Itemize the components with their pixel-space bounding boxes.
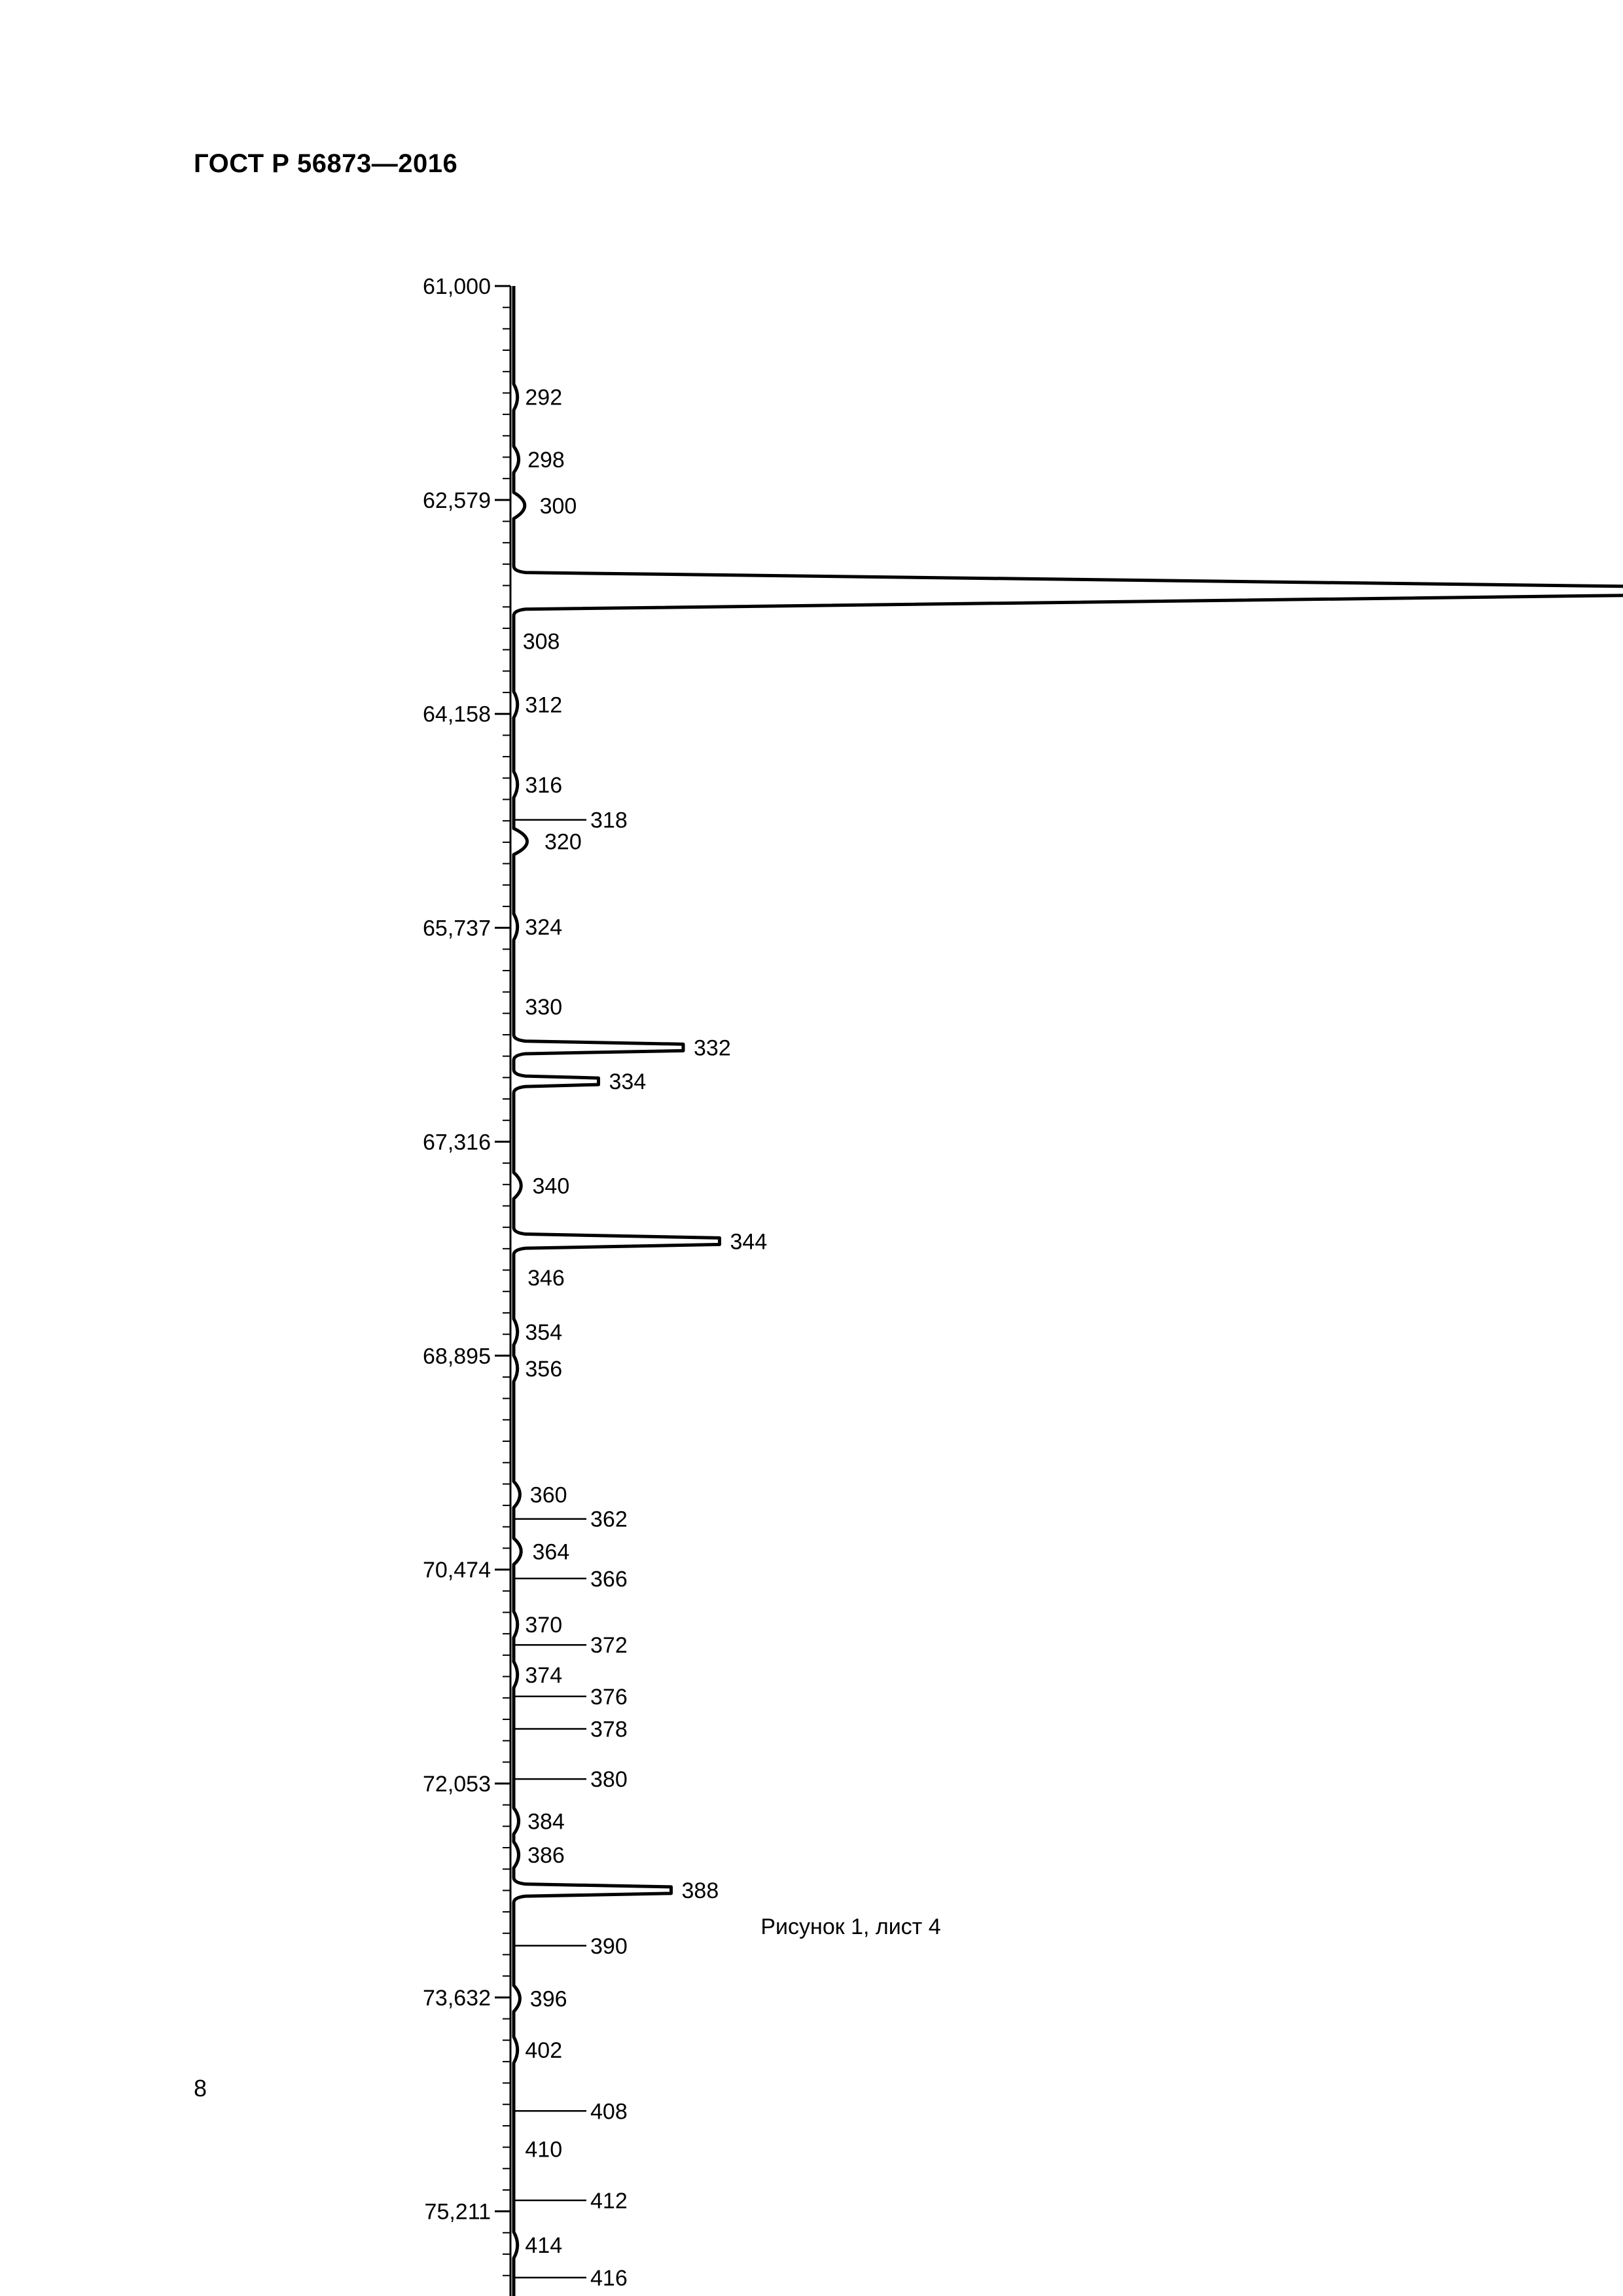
peak-label: 372 (590, 1633, 628, 1659)
peak-labels (514, 386, 1623, 2296)
peak-label: 334 (609, 1069, 647, 1095)
time-axis (423, 274, 510, 2296)
peak-label: 396 (529, 1986, 567, 2012)
axis-tick-label: 75,211 (424, 2199, 491, 2225)
peak-label: 384 (527, 1809, 565, 1835)
axis-tick-label: 70,474 (423, 1558, 491, 1583)
page-number: 8 (194, 2075, 207, 2102)
peak-label: 408 (590, 2099, 628, 2125)
axis-tick-label: 62,579 (423, 488, 491, 513)
peak-label: 378 (590, 1717, 628, 1742)
axis-tick-label: 67,316 (423, 1130, 491, 1155)
peak-label: 410 (525, 2137, 563, 2162)
peak-label: 414 (525, 2233, 563, 2259)
peak-label: 416 (590, 2265, 628, 2291)
peak-label: 316 (525, 772, 563, 798)
axis-tick-label: 61,000 (423, 274, 491, 299)
peak-label: 354 (525, 1320, 563, 1346)
peak-label: 312 (525, 692, 563, 718)
peak-label: 308 (522, 629, 560, 655)
peak-label: 360 (529, 1482, 567, 1508)
peak-label: 340 (532, 1174, 570, 1199)
axis-tick-label: 73,632 (423, 1985, 491, 2011)
peak-label: 300 (539, 493, 577, 519)
peak-label: 320 (544, 829, 582, 855)
peak-label: 356 (525, 1356, 563, 1382)
document-header: ГОСТ Р 56873—2016 (194, 149, 458, 178)
peak-label: 324 (525, 915, 563, 941)
figure-caption: Рисунок 1, лист 4 (760, 1914, 941, 1939)
peak-label: 388 (681, 1878, 719, 1903)
peak-label: 362 (590, 1507, 628, 1532)
peak-label: 346 (527, 1266, 565, 1291)
axis-tick-label: 65,737 (423, 916, 491, 941)
peak-label: 376 (590, 1684, 628, 1710)
peak-label: 370 (525, 1613, 563, 1638)
peak-label: 292 (525, 385, 563, 410)
axis-tick-label: 72,053 (423, 1771, 491, 1797)
peak-label: 380 (590, 1767, 628, 1793)
peak-label: 364 (532, 1539, 570, 1565)
peak-label: 402 (525, 2038, 563, 2064)
peak-label: 374 (525, 1662, 563, 1688)
peak-label: 412 (590, 2188, 628, 2214)
signal-trace (514, 286, 1623, 2296)
peak-label: 298 (527, 447, 565, 473)
peak-label: 344 (730, 1229, 768, 1255)
peak-label: 390 (590, 1933, 628, 1959)
axis-tick-label: 68,895 (423, 1344, 491, 1369)
peak-label: 318 (590, 808, 628, 833)
peak-label: 332 (694, 1035, 731, 1061)
peak-label: 386 (527, 1843, 565, 1869)
peak-label: 330 (525, 995, 563, 1020)
peak-label: 366 (590, 1566, 628, 1592)
axis-tick-label: 64,158 (423, 702, 491, 727)
